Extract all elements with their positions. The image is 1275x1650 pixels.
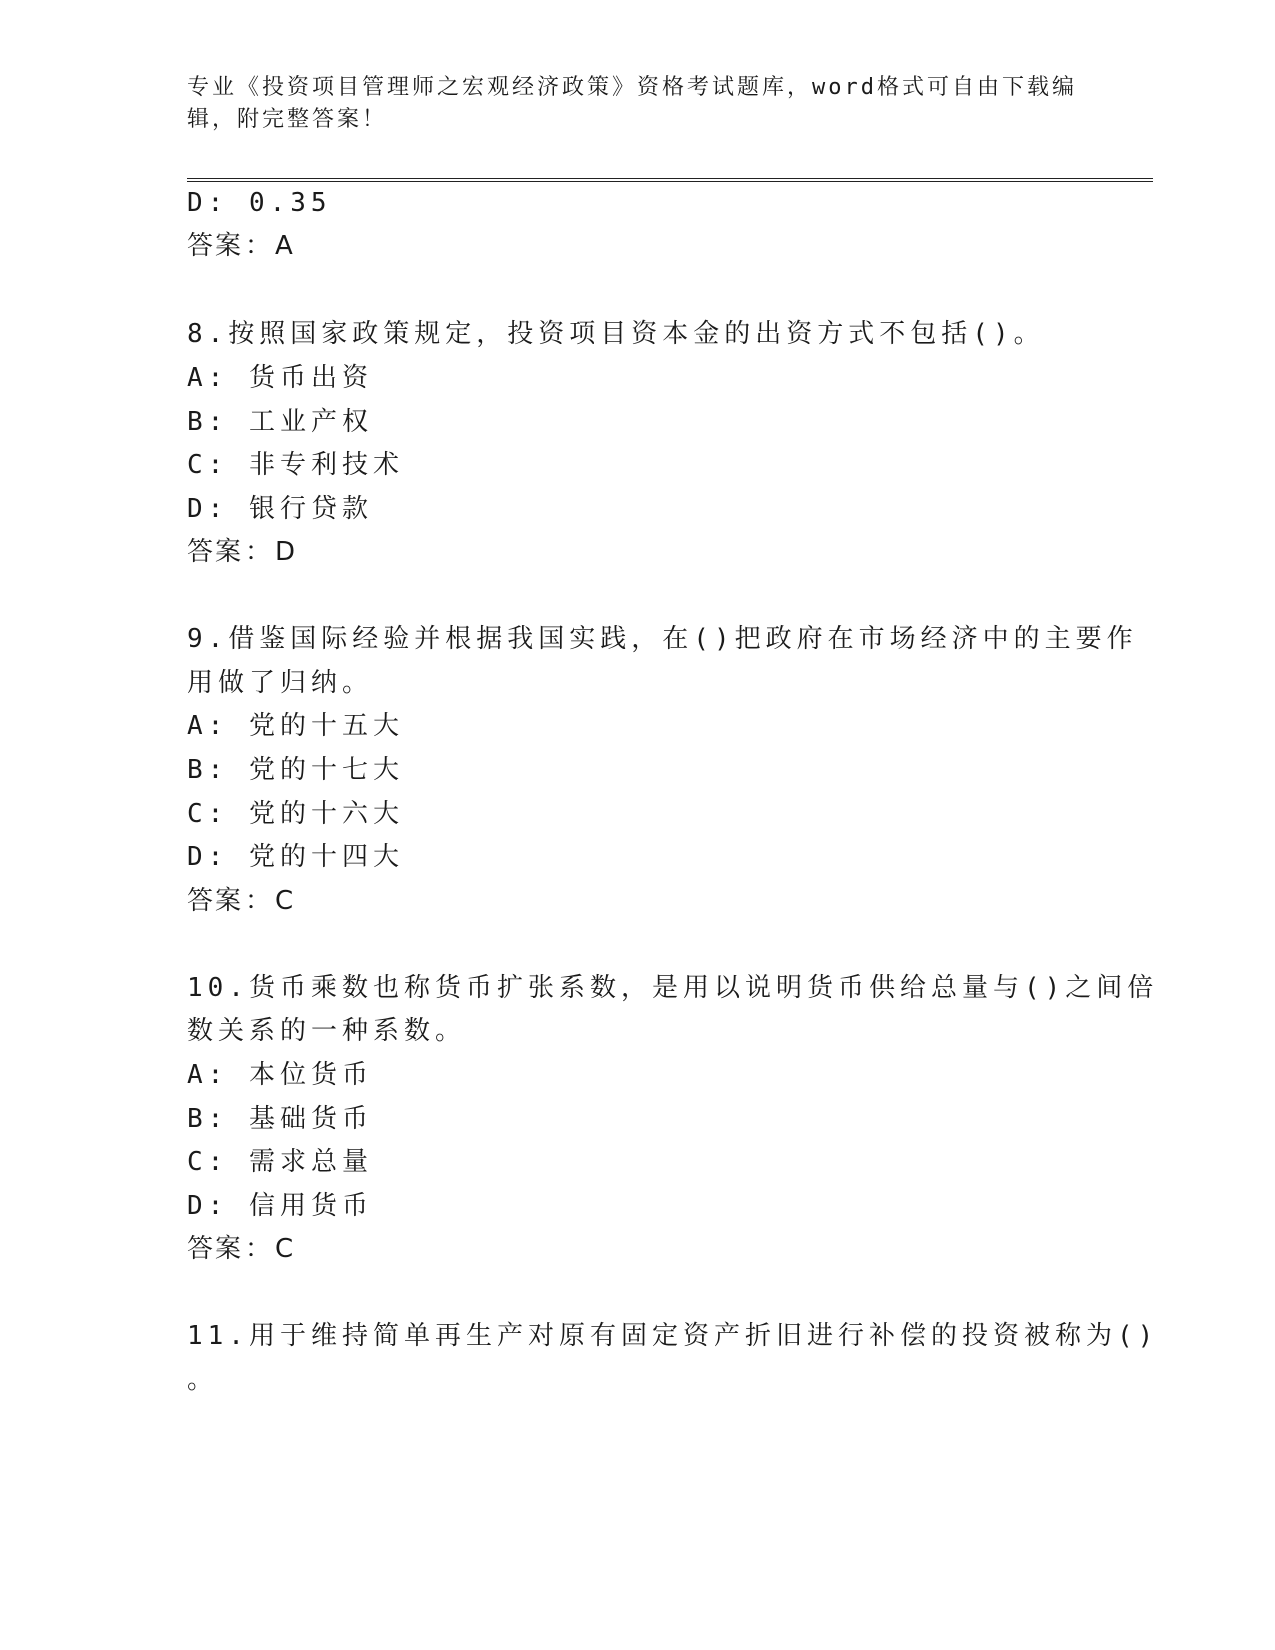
question-11-text-line-2: 。: [187, 1365, 219, 1395]
answer-value: C: [275, 1234, 296, 1264]
header-line-1: 专业《投资项目管理师之宏观经济政策》资格考试题库，word格式可自由下载编: [187, 75, 1077, 100]
prev-answer: 答案：A: [187, 231, 295, 261]
question-9-option-c: C: 党的十六大: [187, 799, 404, 829]
question-10-option-d: D: 信用货币: [187, 1191, 373, 1221]
header-line-2: 辑，附完整答案！: [187, 107, 388, 132]
answer-label: 答案: [187, 537, 244, 567]
question-9-option-d: D: 党的十四大: [187, 842, 404, 872]
question-8-answer: 答案：D: [187, 537, 298, 567]
answer-label: 答案: [187, 886, 244, 916]
question-11-text-line-1: 11.用于维持简单再生产对原有固定资产折旧进行补偿的投资被称为(): [187, 1321, 1159, 1351]
question-9-text-line-2: 用做了归纳。: [187, 668, 374, 698]
question-8-option-c: C: 非专利技术: [187, 450, 404, 480]
question-8-option-a: A: 货币出资: [187, 363, 373, 393]
question-9-answer: 答案：C: [187, 886, 296, 916]
answer-value: D: [275, 537, 298, 567]
question-9-option-a: A: 党的十五大: [187, 711, 404, 741]
answer-label: 答案: [187, 1234, 244, 1264]
question-10-option-a: A: 本位货币: [187, 1060, 373, 1090]
question-9-option-b: B: 党的十七大: [187, 755, 404, 785]
question-10-answer: 答案：C: [187, 1234, 296, 1264]
question-10-text-line-2: 数关系的一种系数。: [187, 1016, 467, 1046]
question-10-option-b: B: 基础货币: [187, 1104, 373, 1134]
question-10-option-c: C: 需求总量: [187, 1147, 373, 1177]
document-header: [187, 72, 1087, 136]
question-9-text-line-1: 9.借鉴国际经验并根据我国实践，在()把政府在市场经济中的主要作: [187, 624, 1138, 654]
prev-option-d: D: 0.35: [187, 188, 332, 218]
question-10-text-line-1: 10.货币乘数也称货币扩张系数，是用以说明货币供给总量与()之间倍: [187, 973, 1159, 1003]
question-8-option-b: B: 工业产权: [187, 407, 373, 437]
question-8-option-d: D: 银行贷款: [187, 494, 373, 524]
answer-value: A: [275, 231, 295, 261]
header-divider: [187, 178, 1153, 182]
answer-value: C: [275, 886, 296, 916]
question-8-text: 8.按照国家政策规定，投资项目资本金的出资方式不包括()。: [187, 319, 1045, 349]
answer-label: 答案: [187, 231, 244, 261]
